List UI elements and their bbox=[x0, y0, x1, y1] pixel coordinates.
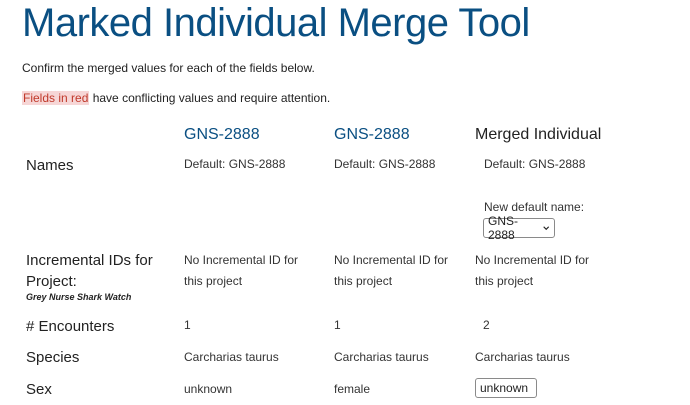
sex-merged-select[interactable] bbox=[475, 378, 537, 398]
conflict-note-text: have conflicting values and require attention. bbox=[89, 91, 331, 105]
sex-ind2: female bbox=[334, 382, 371, 396]
incremental-ind2: No Incremental ID for this project bbox=[334, 253, 449, 288]
new-default-name-value: GNS-2888 bbox=[488, 214, 518, 242]
names-merged: Default: GNS-2888 bbox=[484, 157, 586, 171]
incremental-ids-label-line1: Incremental IDs for bbox=[26, 252, 153, 269]
species-merged: Carcharias taurus bbox=[475, 350, 570, 364]
species-ind1: Carcharias taurus bbox=[184, 350, 279, 364]
encounters-ind2: 1 bbox=[334, 318, 341, 332]
new-default-name-label: New default name: bbox=[484, 200, 585, 214]
conflict-highlight: Fields in red bbox=[23, 91, 89, 105]
merged-individual-header: Merged Individual bbox=[475, 126, 602, 143]
incremental-ids-label-line2: Project: bbox=[26, 273, 77, 290]
names-ind1: Default: GNS-2888 bbox=[184, 157, 286, 171]
encounters-ind1: 1 bbox=[184, 318, 191, 332]
chevron-down-icon bbox=[542, 223, 550, 233]
individual-1-link[interactable]: GNS-2888 bbox=[184, 126, 260, 143]
incremental-ind1: No Incremental ID for this project bbox=[184, 253, 299, 288]
intro-text: Confirm the merged values for each of the fields below. bbox=[22, 61, 315, 75]
page-title: Marked Individual Merge Tool bbox=[22, 1, 530, 45]
species-ind2: Carcharias taurus bbox=[334, 350, 429, 364]
encounters-label: # Encounters bbox=[26, 318, 115, 335]
incremental-merged: No Incremental ID for this project bbox=[475, 253, 590, 288]
project-name: Grey Nurse Shark Watch bbox=[26, 292, 132, 302]
sex-ind1: unknown bbox=[184, 382, 233, 396]
names-label: Names bbox=[26, 157, 74, 174]
species-label: Species bbox=[26, 349, 80, 366]
new-default-name-select[interactable] bbox=[483, 214, 555, 242]
sex-label: Sex bbox=[26, 381, 52, 398]
sex-merged-value: unknown bbox=[480, 381, 529, 395]
names-ind2: Default: GNS-2888 bbox=[334, 157, 436, 171]
encounters-merged: 2 bbox=[483, 318, 490, 332]
conflict-note bbox=[22, 91, 330, 105]
individual-2-link[interactable]: GNS-2888 bbox=[334, 126, 410, 143]
